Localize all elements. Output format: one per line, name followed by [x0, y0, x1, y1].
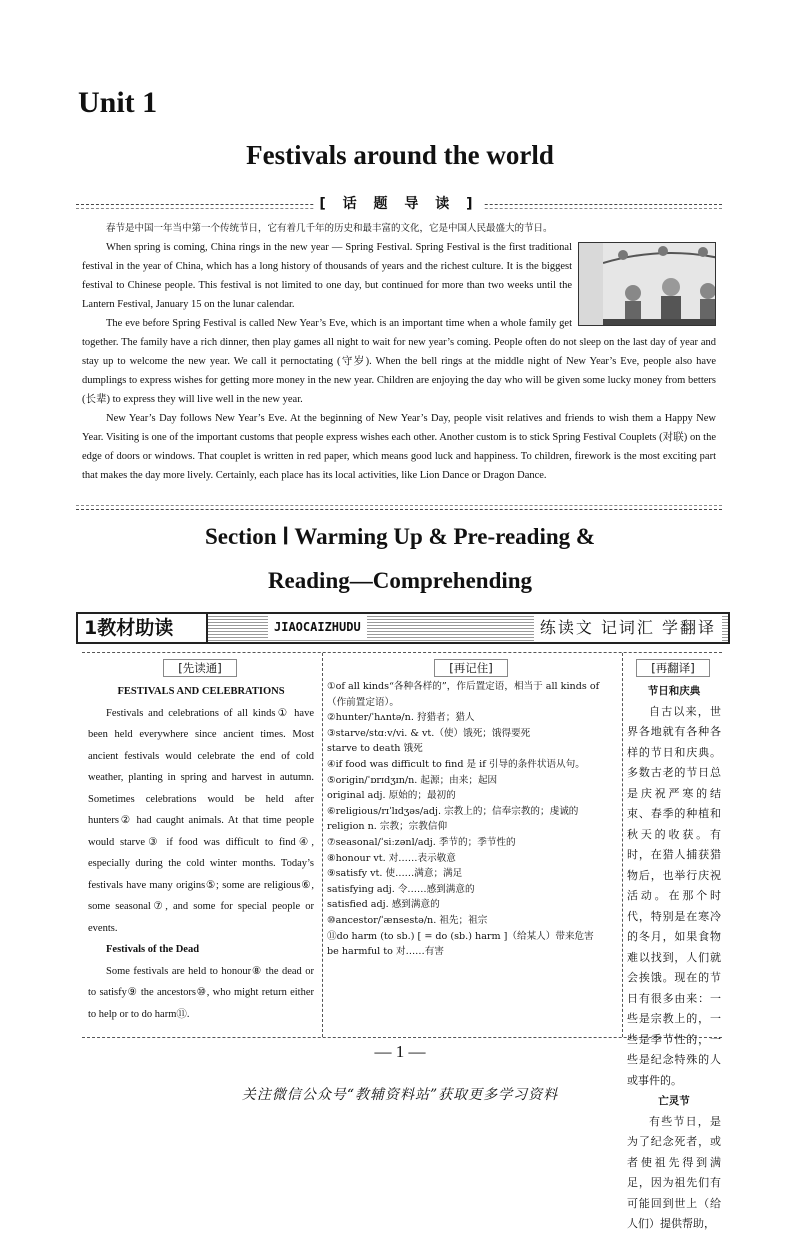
- topic-paragraph-1: When spring is coming, China rings in the new year — Spring Festival. Spring Festival is the first traditional festival in the year of China, which has a long history of thousands of years and the richest culture. It is the biggest festival to Chinese people. This festival is not limited to one day, but continued for more than two weeks until the Lantern Festival, January 15 on the lunar calendar.: [82, 238, 716, 314]
- banner-pinyin: JIAOCAIZHUDU: [268, 616, 367, 638]
- note-line: ⑥religious/rɪˈlɪdʒəs/adj. 宗教上的；信奉宗教的；虔诚的: [327, 805, 579, 817]
- unit-title: Unit 1: [78, 86, 158, 119]
- note-line: ⑤origin/ˈɒrɪdʒɪn/n. 起源；由来；起因: [327, 774, 498, 786]
- column-read: [82, 653, 318, 1037]
- note-line: satisfied adj. 感到满意的: [327, 899, 440, 911]
- translation-paragraph-2: 有些节日，是为了纪念死者，或者使祖先得到满足，因为祖先们有可能回到世上（给人们）提供帮助，: [627, 1114, 721, 1230]
- topic-chinese-intro: 春节是中国一年当中第一个传统节日，它有着几千年的历史和最丰富的文化，它是中国人民最盛大的节日。: [106, 223, 553, 234]
- banner-tagline: 练读文 记词汇 学翻译: [534, 614, 722, 642]
- column-memorize-heading: [再记住]: [323, 653, 619, 677]
- note-line: be harmful to 对……有害: [327, 946, 444, 958]
- page-number: — 1 —: [374, 1042, 426, 1061]
- note-line: ②hunter/ˈhʌntə/n. 狩猎者；猎人: [327, 712, 475, 724]
- topic-content: [82, 219, 716, 485]
- note-line: religion n. 宗教；宗教信仰: [327, 821, 448, 833]
- translation-subtitle: 亡灵节: [658, 1095, 690, 1107]
- column-read-heading: [先读通]: [82, 653, 318, 677]
- note-line: starve to death 饿死: [327, 743, 423, 755]
- note-line: satisfying adj. 令……感到满意的: [327, 883, 475, 895]
- topic-intro-box: [76, 196, 722, 510]
- passage-paragraph-2: Some festivals are held to honour⑧ the dead or to satisfy⑨ the ancestors⑩, who might return either to help or to do harm⑪.: [88, 965, 314, 1020]
- translation-title: 节日和庆典: [647, 685, 701, 697]
- note-line: ⑨satisfy vt. 使……满意；满足: [327, 868, 463, 880]
- passage-title: FESTIVALS AND CELEBRATIONS: [117, 686, 285, 697]
- note-line: ⑪do harm (to sb.) [ = do (sb.) harm ]（给某人）带来危害: [327, 930, 594, 942]
- passage-subtitle: Festivals of the Dead: [106, 944, 200, 955]
- topic-heading: [ 话 题 导 读 ]: [76, 193, 722, 213]
- note-line: ⑧honour vt. 对……表示敬意: [327, 852, 456, 864]
- page-title: Festivals around the world: [246, 140, 554, 170]
- note-line: original adj. 原始的；最初的: [327, 790, 456, 802]
- vocabulary-notes: [323, 677, 619, 960]
- note-line: ⑦seasonal/ˈsiːzənl/adj. 季节的；季节性的: [327, 836, 516, 848]
- translation-paragraph-1: 自古以来，世界各地就有各种各样的节日和庆典。多数古老的节日总是庆祝严寒的结束、春季的种植和秋天的收获。有时，在猎人捕获猎物后，也举行庆祝活动。在那个时代，特别是在寒冷的冬月，如果食物难以找到，人们就会挨饿。现在的节日有很多由来：一些是宗教上的，一些是季节性的，一些是纪念特殊的人或事件的。: [627, 704, 721, 1087]
- section-subtitle: Reading—Comprehending: [267, 568, 533, 593]
- topic-paragraph-2: The eve before Spring Festival is called New Year’s Eve, which is an important time when a whole family get together. The family have a rich dinner, then play games all night to wait for new year’s coming. People often do not sleep on the last day of year and stay up to welcome the new year. We call it pernoctating (守岁). When the bell rings at the middle night of New Year’s Eve, people also have dumplings to express wishes for getting more money in the new year. Children are enjoying the day who will be given some lucky money from betters (长辈) to express they will live well in the new year.: [82, 318, 716, 405]
- festival-illustration-image: [578, 242, 716, 326]
- passage-paragraph-1: Festivals and celebrations of all kinds① have been held everywhere since ancient times. Most ancient festivals would celebrate the end of cold weather, planting in spring and harvest in autumn. Sometimes celebrations would be held after hunters② had caught animals. At that time people would starve③ if food was difficult to find④, especially during the cold winter months. Today’s festivals have many origins⑤; some are religious⑥, some seasonal⑦, and some for special people or events.: [88, 707, 314, 934]
- column-memorize: [322, 653, 619, 1037]
- footer-note: 关注微信公众号“教辅资料站”获取更多学习资料: [241, 1087, 559, 1103]
- topic-paragraph-3: New Year’s Day follows New Year’s Eve. At the beginning of New Year’s Day, people visit relatives and friends to wish them a Happy New Year. Visiting is one of the important customs that people express wishes each other. Another custom is to stick Spring Festival Couplets (对联) on the edge of doors or windows. That couplet is written in red paper, which means good luck and happiness. To children, firework is the most exciting part that makes the day more lively. Certainly, each place has its local activities, like Lion Dance or Dragon Dance.: [82, 413, 716, 481]
- column-translate: [622, 653, 723, 1230]
- section-title: Section Ⅰ Warming Up & Pre-reading &: [204, 524, 596, 549]
- textbook-guide-banner: [76, 612, 730, 644]
- note-line: ④if food was difficult to find 是 if 引导的条件状语从句。: [327, 758, 585, 770]
- note-line: ③starve/stɑːv/vi. & vt.（使）饿死；饿得要死: [327, 727, 531, 739]
- column-translate-heading: [再翻译]: [623, 653, 723, 677]
- banner-label: 1教材助读: [78, 614, 208, 642]
- note-line: ①of all kinds“各种各样的”，作后置定语，相当于 all kinds of（作前置定语）。: [327, 681, 600, 708]
- note-line: ⑩ancestor/ˈænsestə/n. 祖先；祖宗: [327, 914, 488, 926]
